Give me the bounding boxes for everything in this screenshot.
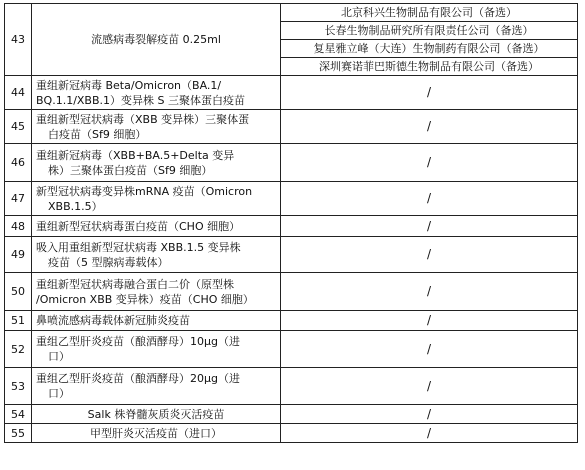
row-number: 44 <box>5 76 32 110</box>
row-number: 52 <box>5 331 32 368</box>
vaccine-name-line: 口） <box>48 350 70 363</box>
vaccine-name-line: Salk 株脊髓灰质炎灭活疫苗 <box>87 407 225 421</box>
vaccine-name-line: 白疫苗（Sf9 细胞） <box>48 127 147 141</box>
supplier-cell: / <box>281 237 578 273</box>
row-number: 49 <box>5 237 32 273</box>
table-row <box>5 405 578 424</box>
supplier-cell: / <box>281 331 578 368</box>
row-number: 54 <box>5 405 32 424</box>
vaccine-name-line: 株）三聚体蛋白疫苗（Sf9 细胞） <box>48 163 213 177</box>
vaccine-name <box>32 424 281 443</box>
vaccine-name-line: 新型冠状病毒变异株mRNA 疫苗（Omicron <box>36 184 253 198</box>
supplier-cell: 长春生物制品研究所有限责任公司（备选） <box>281 22 578 40</box>
vaccine-name-line: XBB.1.5） <box>48 199 103 213</box>
vaccine-name-line: 口） <box>48 387 70 400</box>
row-number: 53 <box>5 368 32 405</box>
table-row <box>5 311 578 331</box>
vaccine-name <box>32 76 281 110</box>
table-row <box>5 4 578 22</box>
vaccine-name-line: 重组新型冠状病毒融合蛋白二价（原型株 <box>36 277 234 291</box>
vaccine-name-line: 重组新型冠状病毒（XBB 变异株）三聚体蛋 <box>36 112 250 126</box>
vaccine-name-line: 疫苗（5 型腺病毒载体） <box>48 255 169 269</box>
table-row <box>5 182 578 216</box>
row-number: 47 <box>5 182 32 216</box>
row-number: 45 <box>5 110 32 144</box>
table-row <box>5 110 578 144</box>
vaccine-name-line: 吸入用重组新型冠状病毒 XBB.1.5 变异株 <box>36 240 241 254</box>
vaccine-name <box>32 144 281 182</box>
vaccine-name-line: 甲型肝炎灭活疫苗（进口） <box>90 426 222 440</box>
vaccine-name-line: BQ.1.1/XBB.1）变异株 S 三聚体蛋白疫苗 <box>36 93 245 107</box>
table-row <box>5 76 578 110</box>
vaccine-name <box>32 311 281 331</box>
row-number: 43 <box>5 4 32 76</box>
vaccine-name-line: 鼻喷流感病毒载体新冠肺炎疫苗 <box>36 314 190 327</box>
vaccine-name <box>32 368 281 405</box>
supplier-cell: / <box>281 311 578 331</box>
supplier-cell: / <box>281 405 578 424</box>
vaccine-name-line: 重组乙型肝炎疫苗（酿酒酵母）20μg（进 <box>36 372 240 385</box>
row-number: 51 <box>5 311 32 331</box>
vaccine-supplier-table <box>4 3 578 443</box>
vaccine-name-line: 重组新型冠状病毒蛋白疫苗（CHO 细胞） <box>36 219 241 233</box>
supplier-cell: / <box>281 216 578 237</box>
table-row <box>5 331 578 368</box>
table-row <box>5 273 578 311</box>
vaccine-name <box>32 110 281 144</box>
supplier-cell: 北京科兴生物制品有限公司（备选） <box>281 4 578 22</box>
vaccine-name <box>32 237 281 273</box>
supplier-cell: / <box>281 424 578 443</box>
vaccine-name <box>32 216 281 237</box>
vaccine-name <box>32 182 281 216</box>
supplier-cell: 深圳赛诺菲巴斯德生物制品有限公司（备选） <box>281 58 578 76</box>
table-row <box>5 144 578 182</box>
vaccine-name-line: 重组新冠病毒（XBB+BA.5+Delta 变异 <box>36 148 235 162</box>
row-number: 48 <box>5 216 32 237</box>
supplier-cell: / <box>281 144 578 182</box>
vaccine-name <box>32 331 281 368</box>
supplier-cell: / <box>281 182 578 216</box>
supplier-cell: / <box>281 76 578 110</box>
row-number: 50 <box>5 273 32 311</box>
vaccine-name <box>32 405 281 424</box>
supplier-cell: 复星雅立峰（大连）生物制药有限公司（备选） <box>281 40 578 58</box>
table-row <box>5 237 578 273</box>
vaccine-name-line: /Omicron XBB 变异株）疫苗（CHO 细胞） <box>36 292 254 306</box>
vaccine-name-line: 重组乙型肝炎疫苗（酿酒酵母）10μg（进 <box>36 335 240 348</box>
vaccine-name: 流感病毒裂解疫苗 0.25ml <box>32 4 281 76</box>
vaccine-name-line: 重组新冠病毒 Beta/Omicron（BA.1/ <box>36 78 222 92</box>
vaccine-name <box>32 273 281 311</box>
table-row <box>5 216 578 237</box>
table-row <box>5 368 578 405</box>
supplier-cell: / <box>281 368 578 405</box>
row-number: 46 <box>5 144 32 182</box>
table-row <box>5 424 578 443</box>
row-number: 55 <box>5 424 32 443</box>
supplier-cell: / <box>281 273 578 311</box>
supplier-cell: / <box>281 110 578 144</box>
